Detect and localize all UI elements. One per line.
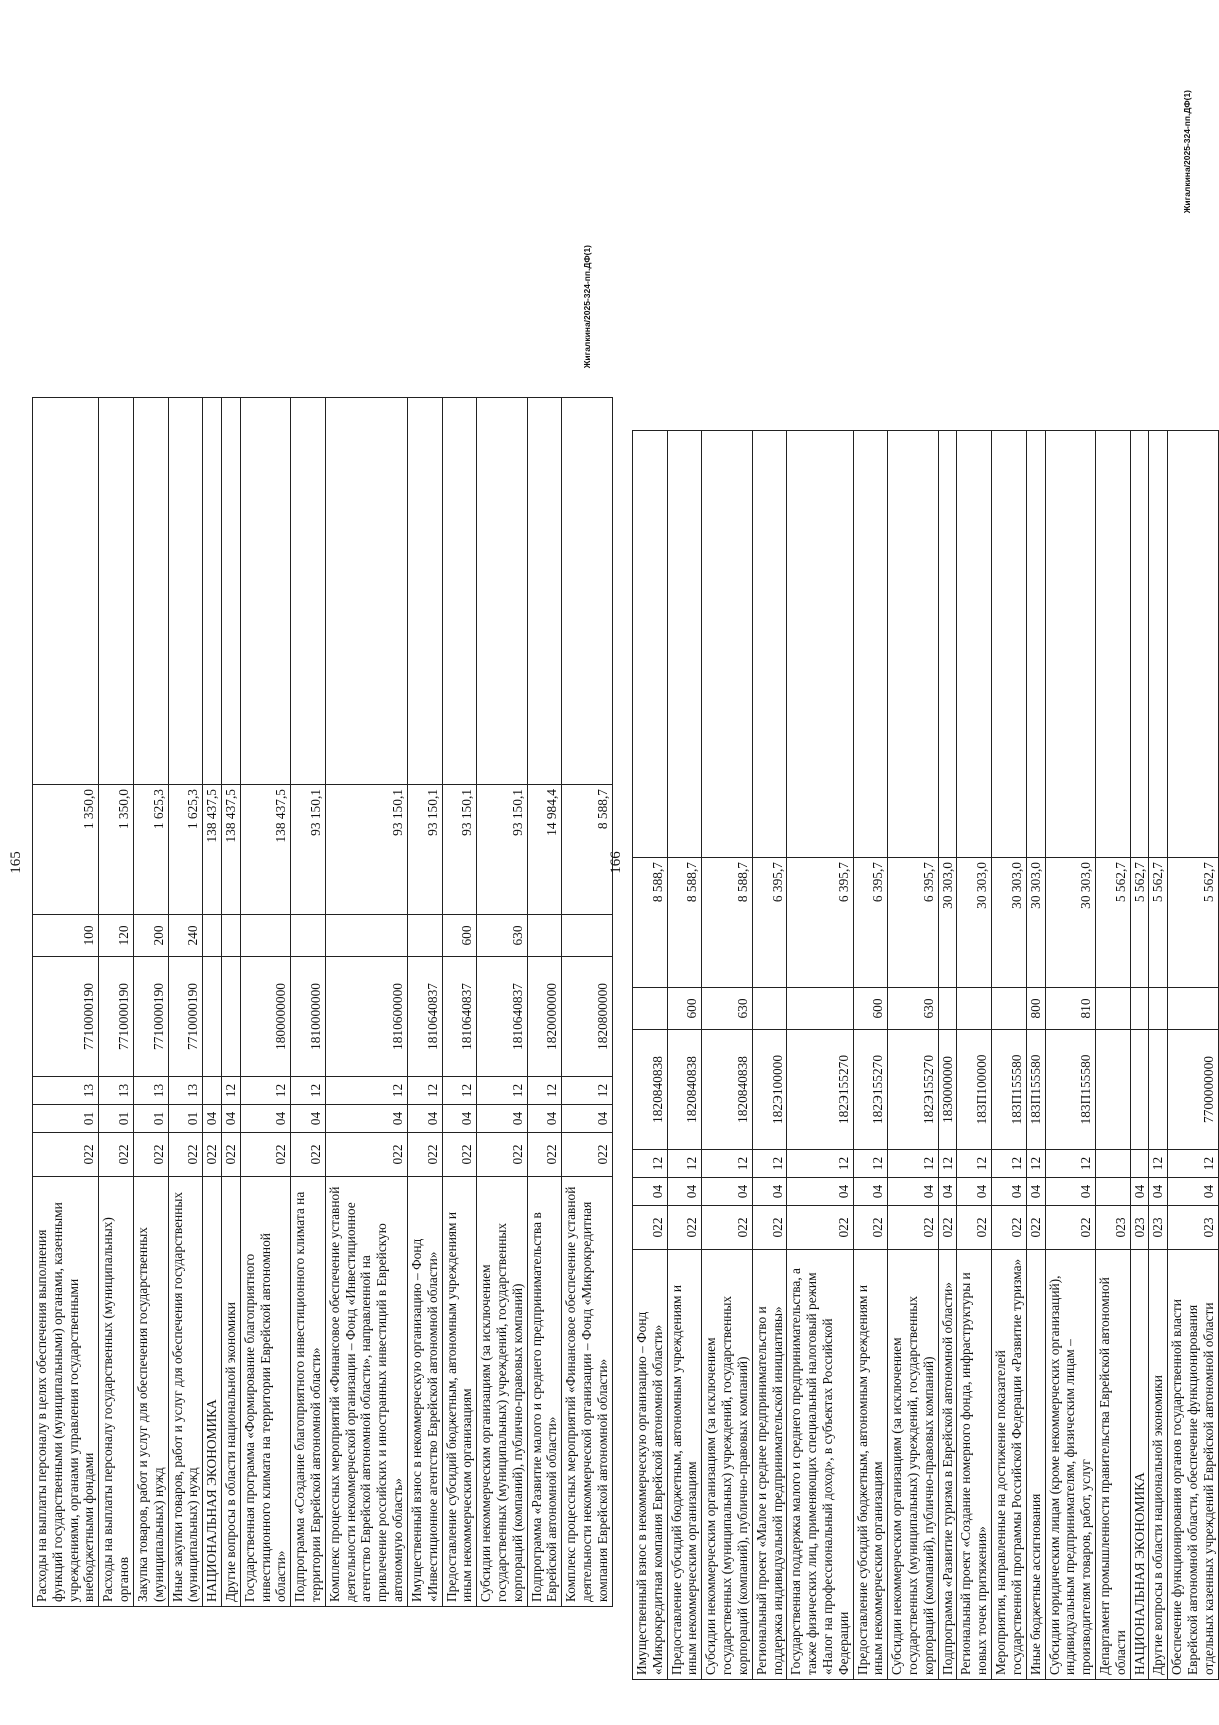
cell-rz: 04 xyxy=(477,1105,527,1133)
cell-vr: 630 xyxy=(888,988,938,1030)
cell-sum: 30 303,0 xyxy=(1026,858,1045,988)
cell-empty xyxy=(667,431,702,858)
cell-gr: 022 xyxy=(1045,1206,1095,1250)
cell-rz: 04 xyxy=(702,1178,752,1206)
cell-rz: 04 xyxy=(1026,1178,1045,1206)
cell-gr: 022 xyxy=(221,1133,240,1177)
cell-cs xyxy=(203,957,222,1077)
cell-pr: 12 xyxy=(752,1150,787,1178)
table-row xyxy=(442,398,477,1607)
cell-rz xyxy=(1095,1178,1130,1206)
cell-sum: 30 303,0 xyxy=(957,858,992,988)
row-name: Имущественный взнос в некоммерческую организацию – Фонд «Микрокредитная компания Еврейской автономной области» xyxy=(633,1250,668,1680)
cell-cs: 1810000000 xyxy=(291,957,326,1077)
cell-vr: 810 xyxy=(1045,988,1095,1030)
cell-vr: 100 xyxy=(33,915,99,957)
budget-table xyxy=(632,430,1219,1680)
cell-empty xyxy=(1149,431,1168,858)
cell-sum: 1 625,3 xyxy=(168,785,203,915)
cell-vr xyxy=(957,988,992,1030)
cell-rz: 01 xyxy=(168,1105,203,1133)
cell-sum: 8 588,7 xyxy=(562,785,612,915)
cell-sum: 14 984,4 xyxy=(527,785,562,915)
row-name: Другие вопросы в области национальной экономики xyxy=(221,1177,240,1607)
cell-cs: 7710000190 xyxy=(168,957,203,1077)
cell-pr: 12 xyxy=(853,1150,888,1178)
row-name: НАЦИОНАЛЬНАЯ ЭКОНОМИКА xyxy=(1130,1250,1149,1680)
row-name: Мероприятия, направленные на достижение показателей государственной программы Российской Федерации «Развитие туризма» xyxy=(992,1250,1027,1680)
cell-empty xyxy=(527,398,562,785)
cell-rz: 04 xyxy=(1130,1178,1149,1206)
cell-vr xyxy=(992,988,1027,1030)
row-name: Предоставление субсидий бюджетным, автономным учреждениям и иным некоммерческим организациям xyxy=(442,1177,477,1607)
cell-rz: 04 xyxy=(562,1105,612,1133)
cell-cs: 182Э155270 xyxy=(853,1030,888,1150)
cell-rz: 04 xyxy=(667,1178,702,1206)
cell-sum: 1 625,3 xyxy=(133,785,168,915)
cell-sum: 5 562,7 xyxy=(1149,858,1168,988)
cell-gr: 023 xyxy=(1130,1206,1149,1250)
cell-sum: 1 350,0 xyxy=(99,785,134,915)
table-row xyxy=(992,431,1027,1680)
cell-cs xyxy=(1095,1030,1130,1150)
cell-vr xyxy=(240,915,290,957)
cell-vr xyxy=(1095,988,1130,1030)
cell-gr: 022 xyxy=(702,1206,752,1250)
cell-vr: 240 xyxy=(168,915,203,957)
table-row xyxy=(702,431,752,1680)
cell-rz: 04 xyxy=(1149,1178,1168,1206)
cell-cs: 1830000000 xyxy=(938,1030,957,1150)
cell-empty xyxy=(442,398,477,785)
cell-empty xyxy=(240,398,290,785)
table-row xyxy=(99,398,134,1607)
cell-pr: 12 xyxy=(1026,1150,1045,1178)
cell-rz: 04 xyxy=(888,1178,938,1206)
cell-pr: 12 xyxy=(477,1077,527,1105)
cell-empty xyxy=(957,431,992,858)
row-name: Подпрограмма «Развитие туризма в Еврейской автономной области» xyxy=(938,1250,957,1680)
cell-rz: 04 xyxy=(938,1178,957,1206)
cell-sum: 1 350,0 xyxy=(33,785,99,915)
row-name: Региональный проект «Малое и среднее предпринимательство и поддержка индивидуальной предпринимательской инициативы» xyxy=(752,1250,787,1680)
cell-gr: 022 xyxy=(407,1133,442,1177)
cell-pr: 12 xyxy=(667,1150,702,1178)
table-row xyxy=(240,398,290,1607)
cell-sum: 30 303,0 xyxy=(992,858,1027,988)
cell-empty xyxy=(133,398,168,785)
row-name: Государственная программа «Формирование благоприятного инвестиционного климата на территории Еврейской автономной области» xyxy=(240,1177,290,1607)
cell-empty xyxy=(33,398,99,785)
table-row xyxy=(325,398,407,1607)
cell-vr: 200 xyxy=(133,915,168,957)
cell-sum: 30 303,0 xyxy=(1045,858,1095,988)
cell-gr: 022 xyxy=(853,1206,888,1250)
cell-sum: 30 303,0 xyxy=(938,858,957,988)
cell-pr: 12 xyxy=(407,1077,442,1105)
cell-cs: 1810600000 xyxy=(325,957,407,1077)
cell-cs: 1800000000 xyxy=(240,957,290,1077)
cell-cs: 183П155580 xyxy=(992,1030,1027,1150)
row-name: Закупка товаров, работ и услуг для обеспечения государственных (муниципальных) нужд xyxy=(133,1177,168,1607)
cell-rz: 01 xyxy=(33,1105,99,1133)
table-row xyxy=(1095,431,1130,1680)
cell-vr: 120 xyxy=(99,915,134,957)
row-name: Подпрограмма «Создание благоприятного инвестиционного климата на территории Еврейской автономной области» xyxy=(291,1177,326,1607)
table-row xyxy=(853,431,888,1680)
cell-cs xyxy=(221,957,240,1077)
cell-pr: 12 xyxy=(1149,1150,1168,1178)
cell-empty xyxy=(1095,431,1130,858)
cell-gr: 022 xyxy=(667,1206,702,1250)
cell-rz: 04 xyxy=(407,1105,442,1133)
row-name: Предоставление субсидий бюджетным, автономным учреждениям и иным некоммерческим организациям xyxy=(667,1250,702,1680)
cell-sum: 8 588,7 xyxy=(667,858,702,988)
cell-pr xyxy=(1130,1150,1149,1178)
row-name: Иные закупки товаров, работ и услуг для обеспечения государственных (муниципальных) нужд xyxy=(168,1177,203,1607)
cell-pr: 12 xyxy=(442,1077,477,1105)
cell-sum: 6 395,7 xyxy=(787,858,853,988)
page-number: 166 xyxy=(608,851,624,874)
cell-vr: 600 xyxy=(853,988,888,1030)
table-row xyxy=(33,398,99,1607)
cell-gr: 022 xyxy=(1026,1206,1045,1250)
cell-cs: 183П155580 xyxy=(1045,1030,1095,1150)
cell-gr: 023 xyxy=(1168,1206,1218,1250)
table-row xyxy=(1168,431,1218,1680)
cell-pr: 12 xyxy=(938,1150,957,1178)
cell-sum: 93 150,1 xyxy=(407,785,442,915)
cell-gr: 022 xyxy=(992,1206,1027,1250)
row-name: Подпрограмма «Развитие малого и среднего предпринимательства в Еврейской автономной области» xyxy=(527,1177,562,1607)
cell-cs xyxy=(1149,1030,1168,1150)
cell-pr xyxy=(203,1077,222,1105)
cell-pr: 12 xyxy=(291,1077,326,1105)
cell-pr: 12 xyxy=(562,1077,612,1105)
cell-empty xyxy=(633,431,668,858)
cell-gr: 022 xyxy=(291,1133,326,1177)
row-name: Субсидии некоммерческим организациям (за исключением государственных (муниципальных) учреждений, государственных корпораций (компаний), публично-правовых компаний) xyxy=(888,1250,938,1680)
cell-empty xyxy=(203,398,222,785)
table-row xyxy=(221,398,240,1607)
cell-pr: 12 xyxy=(325,1077,407,1105)
page-166 xyxy=(600,0,1216,1725)
cell-gr: 022 xyxy=(477,1133,527,1177)
cell-vr xyxy=(221,915,240,957)
cell-vr: 630 xyxy=(702,988,752,1030)
cell-empty xyxy=(1045,431,1095,858)
cell-gr: 022 xyxy=(562,1133,612,1177)
cell-rz: 04 xyxy=(957,1178,992,1206)
cell-vr xyxy=(752,988,787,1030)
row-name: Имущественный взнос в некоммерческую организацию – Фонд «Инвестиционное агентство Еврейской автономной области» xyxy=(407,1177,442,1607)
cell-empty xyxy=(477,398,527,785)
cell-pr: 12 xyxy=(888,1150,938,1178)
row-name: Иные бюджетные ассигнования xyxy=(1026,1250,1045,1680)
cell-pr: 12 xyxy=(787,1150,853,1178)
cell-sum: 5 562,7 xyxy=(1168,858,1218,988)
table-row xyxy=(1149,431,1168,1680)
cell-pr: 13 xyxy=(33,1077,99,1105)
cell-sum: 6 395,7 xyxy=(888,858,938,988)
cell-gr: 022 xyxy=(633,1206,668,1250)
cell-empty xyxy=(888,431,938,858)
cell-rz: 04 xyxy=(1045,1178,1095,1206)
cell-pr: 13 xyxy=(168,1077,203,1105)
cell-gr: 022 xyxy=(168,1133,203,1177)
cell-vr xyxy=(291,915,326,957)
row-name: Обеспечение функционирования органов государственной власти Еврейской автономной области, обеспечение функционирования отдельных казенных учреждений Еврейской автономной области xyxy=(1168,1250,1218,1680)
cell-gr: 023 xyxy=(1095,1206,1130,1250)
cell-rz: 04 xyxy=(203,1105,222,1133)
cell-sum: 5 562,7 xyxy=(1130,858,1149,988)
cell-cs: 1820800000 xyxy=(562,957,612,1077)
cell-cs: 7700000000 xyxy=(1168,1030,1218,1150)
row-name: Предоставление субсидий бюджетным, автономным учреждениям и иным некоммерческим организациям xyxy=(853,1250,888,1680)
cell-sum: 6 395,7 xyxy=(752,858,787,988)
cell-gr: 022 xyxy=(325,1133,407,1177)
cell-vr: 800 xyxy=(1026,988,1045,1030)
cell-vr: 600 xyxy=(442,915,477,957)
cell-vr xyxy=(938,988,957,1030)
cell-empty xyxy=(291,398,326,785)
cell-pr: 12 xyxy=(633,1150,668,1178)
cell-vr xyxy=(787,988,853,1030)
cell-gr: 022 xyxy=(240,1133,290,1177)
cell-vr xyxy=(325,915,407,957)
table-row xyxy=(203,398,222,1607)
cell-pr: 12 xyxy=(1168,1150,1218,1178)
cell-empty xyxy=(99,398,134,785)
cell-cs: 183П100000 xyxy=(957,1030,992,1150)
cell-cs: 182Э100000 xyxy=(752,1030,787,1150)
cell-sum: 138 437,5 xyxy=(203,785,222,915)
cell-sum: 93 150,1 xyxy=(477,785,527,915)
cell-sum: 6 395,7 xyxy=(853,858,888,988)
cell-cs: 182Э155270 xyxy=(888,1030,938,1150)
table-row xyxy=(477,398,527,1607)
cell-cs: 182Э155270 xyxy=(787,1030,853,1150)
cell-vr xyxy=(1168,988,1218,1030)
row-name: Комплекс процессных мероприятий «Финансовое обеспечение уставной деятельности некоммерческой организации – Фонд «Микрокредитная компания Еврейской автономной области» xyxy=(562,1177,612,1607)
row-name: Субсидии юридическим лицам (кроме некоммерческих организаций), индивидуальным предпринимателям, физическим лицам – производителям товаров, работ, услуг xyxy=(1045,1250,1095,1680)
cell-rz: 04 xyxy=(221,1105,240,1133)
cell-empty xyxy=(853,431,888,858)
cell-vr xyxy=(527,915,562,957)
cell-sum: 138 437,5 xyxy=(221,785,240,915)
table-row xyxy=(938,431,957,1680)
budget-table xyxy=(32,397,613,1607)
cell-empty xyxy=(938,431,957,858)
row-name: Департамент промышленности правительства Еврейской автономной области xyxy=(1095,1250,1130,1680)
cell-empty xyxy=(1130,431,1149,858)
cell-rz: 01 xyxy=(133,1105,168,1133)
cell-rz: 01 xyxy=(99,1105,134,1133)
cell-gr: 022 xyxy=(888,1206,938,1250)
cell-vr xyxy=(407,915,442,957)
footer-code: Жигалкина/2025-324-пп.ДФ(1) xyxy=(1182,90,1192,214)
cell-gr: 022 xyxy=(527,1133,562,1177)
cell-empty xyxy=(407,398,442,785)
cell-cs: 1810640837 xyxy=(477,957,527,1077)
cell-pr: 12 xyxy=(240,1077,290,1105)
cell-pr: 13 xyxy=(99,1077,134,1105)
cell-rz: 04 xyxy=(291,1105,326,1133)
table-row xyxy=(787,431,853,1680)
cell-empty xyxy=(221,398,240,785)
cell-vr xyxy=(1130,988,1149,1030)
table-row xyxy=(1130,431,1149,1680)
row-name: Субсидии некоммерческим организациям (за исключением государственных (муниципальных) учреждений, государственных корпораций (компаний), публично-правовых компаний) xyxy=(702,1250,752,1680)
cell-pr: 12 xyxy=(702,1150,752,1178)
cell-cs xyxy=(1130,1030,1149,1150)
row-name: НАЦИОНАЛЬНАЯ ЭКОНОМИКА xyxy=(203,1177,222,1607)
cell-gr: 022 xyxy=(99,1133,134,1177)
cell-vr: 630 xyxy=(477,915,527,957)
cell-rz: 04 xyxy=(633,1178,668,1206)
cell-empty xyxy=(992,431,1027,858)
cell-cs: 183П155580 xyxy=(1026,1030,1045,1150)
table-row xyxy=(667,431,702,1680)
footer-code: Жигалкина/2025-324-пп.ДФ(1) xyxy=(582,245,592,369)
cell-sum: 8 588,7 xyxy=(633,858,668,988)
row-name: Государственная поддержка малого и среднего предпринимательства, а также физических лиц, применяющих специальный налоговый режим «Налог на профессиональный доход», в субъектах Российской Федерации xyxy=(787,1250,853,1680)
cell-gr: 022 xyxy=(442,1133,477,1177)
cell-pr: 12 xyxy=(957,1150,992,1178)
table-row xyxy=(1026,431,1045,1680)
table-row xyxy=(527,398,562,1607)
cell-empty xyxy=(787,431,853,858)
table-row xyxy=(133,398,168,1607)
page-number: 165 xyxy=(8,851,24,874)
cell-rz: 04 xyxy=(240,1105,290,1133)
cell-gr: 022 xyxy=(203,1133,222,1177)
cell-cs: 7710000190 xyxy=(133,957,168,1077)
cell-sum: 93 150,1 xyxy=(291,785,326,915)
table-row xyxy=(888,431,938,1680)
cell-empty xyxy=(752,431,787,858)
cell-pr: 12 xyxy=(1045,1150,1095,1178)
table-row xyxy=(633,431,668,1680)
cell-pr: 12 xyxy=(221,1077,240,1105)
cell-empty xyxy=(1168,431,1218,858)
cell-vr xyxy=(633,988,668,1030)
row-name: Региональный проект «Создание номерного фонда, инфраструктуры и новых точек притяжения» xyxy=(957,1250,992,1680)
cell-cs: 7710000190 xyxy=(99,957,134,1077)
cell-cs: 1810640837 xyxy=(442,957,477,1077)
cell-cs: 1820840838 xyxy=(633,1030,668,1150)
table-row xyxy=(1045,431,1095,1680)
cell-pr xyxy=(1095,1150,1130,1178)
cell-gr: 022 xyxy=(33,1133,99,1177)
cell-gr: 022 xyxy=(133,1133,168,1177)
cell-cs: 1820000000 xyxy=(527,957,562,1077)
cell-sum: 93 150,1 xyxy=(442,785,477,915)
cell-rz: 04 xyxy=(1168,1178,1218,1206)
cell-rz: 04 xyxy=(325,1105,407,1133)
cell-gr: 022 xyxy=(938,1206,957,1250)
table-row xyxy=(168,398,203,1607)
row-name: Субсидии некоммерческим организациям (за исключением государственных (муниципальных) учреждений, государственных корпораций (компаний), публично-правовых компаний) xyxy=(477,1177,527,1607)
cell-rz: 04 xyxy=(527,1105,562,1133)
cell-cs: 7710000190 xyxy=(33,957,99,1077)
row-name: Другие вопросы в области национальной экономики xyxy=(1149,1250,1168,1680)
cell-cs: 1820840838 xyxy=(667,1030,702,1150)
cell-vr xyxy=(203,915,222,957)
cell-cs: 1820840838 xyxy=(702,1030,752,1150)
cell-pr: 12 xyxy=(527,1077,562,1105)
cell-rz: 04 xyxy=(787,1178,853,1206)
cell-sum: 5 562,7 xyxy=(1095,858,1130,988)
cell-rz: 04 xyxy=(442,1105,477,1133)
cell-rz: 04 xyxy=(992,1178,1027,1206)
row-name: Расходы на выплаты персоналу государственных (муниципальных) органов xyxy=(99,1177,134,1607)
cell-sum: 93 150,1 xyxy=(325,785,407,915)
cell-vr: 600 xyxy=(667,988,702,1030)
cell-rz: 04 xyxy=(752,1178,787,1206)
cell-gr: 022 xyxy=(787,1206,853,1250)
cell-cs: 1810640837 xyxy=(407,957,442,1077)
row-name: Расходы на выплаты персоналу в целях обеспечения выполнения функций государственными (муниципальными) органами, казенными учреждениями, органами управления государственными внебюджетными фондами xyxy=(33,1177,99,1607)
table-row xyxy=(407,398,442,1607)
cell-gr: 023 xyxy=(1149,1206,1168,1250)
cell-gr: 022 xyxy=(752,1206,787,1250)
cell-sum: 8 588,7 xyxy=(702,858,752,988)
cell-sum: 138 437,5 xyxy=(240,785,290,915)
cell-empty xyxy=(702,431,752,858)
table-row xyxy=(291,398,326,1607)
row-name: Комплекс процессных мероприятий «Финансовое обеспечение уставной деятельности некоммерческой организации – Фонд «Инвестиционное агентство Еврейской автономной области», направленной на привлечение российских и иностранных инвестиций в Еврейскую автономную область» xyxy=(325,1177,407,1607)
table-row xyxy=(752,431,787,1680)
table-row xyxy=(957,431,992,1680)
cell-empty xyxy=(325,398,407,785)
cell-vr xyxy=(1149,988,1168,1030)
cell-pr: 13 xyxy=(133,1077,168,1105)
cell-empty xyxy=(168,398,203,785)
cell-gr: 022 xyxy=(957,1206,992,1250)
cell-pr: 12 xyxy=(992,1150,1027,1178)
cell-empty xyxy=(1026,431,1045,858)
cell-rz: 04 xyxy=(853,1178,888,1206)
